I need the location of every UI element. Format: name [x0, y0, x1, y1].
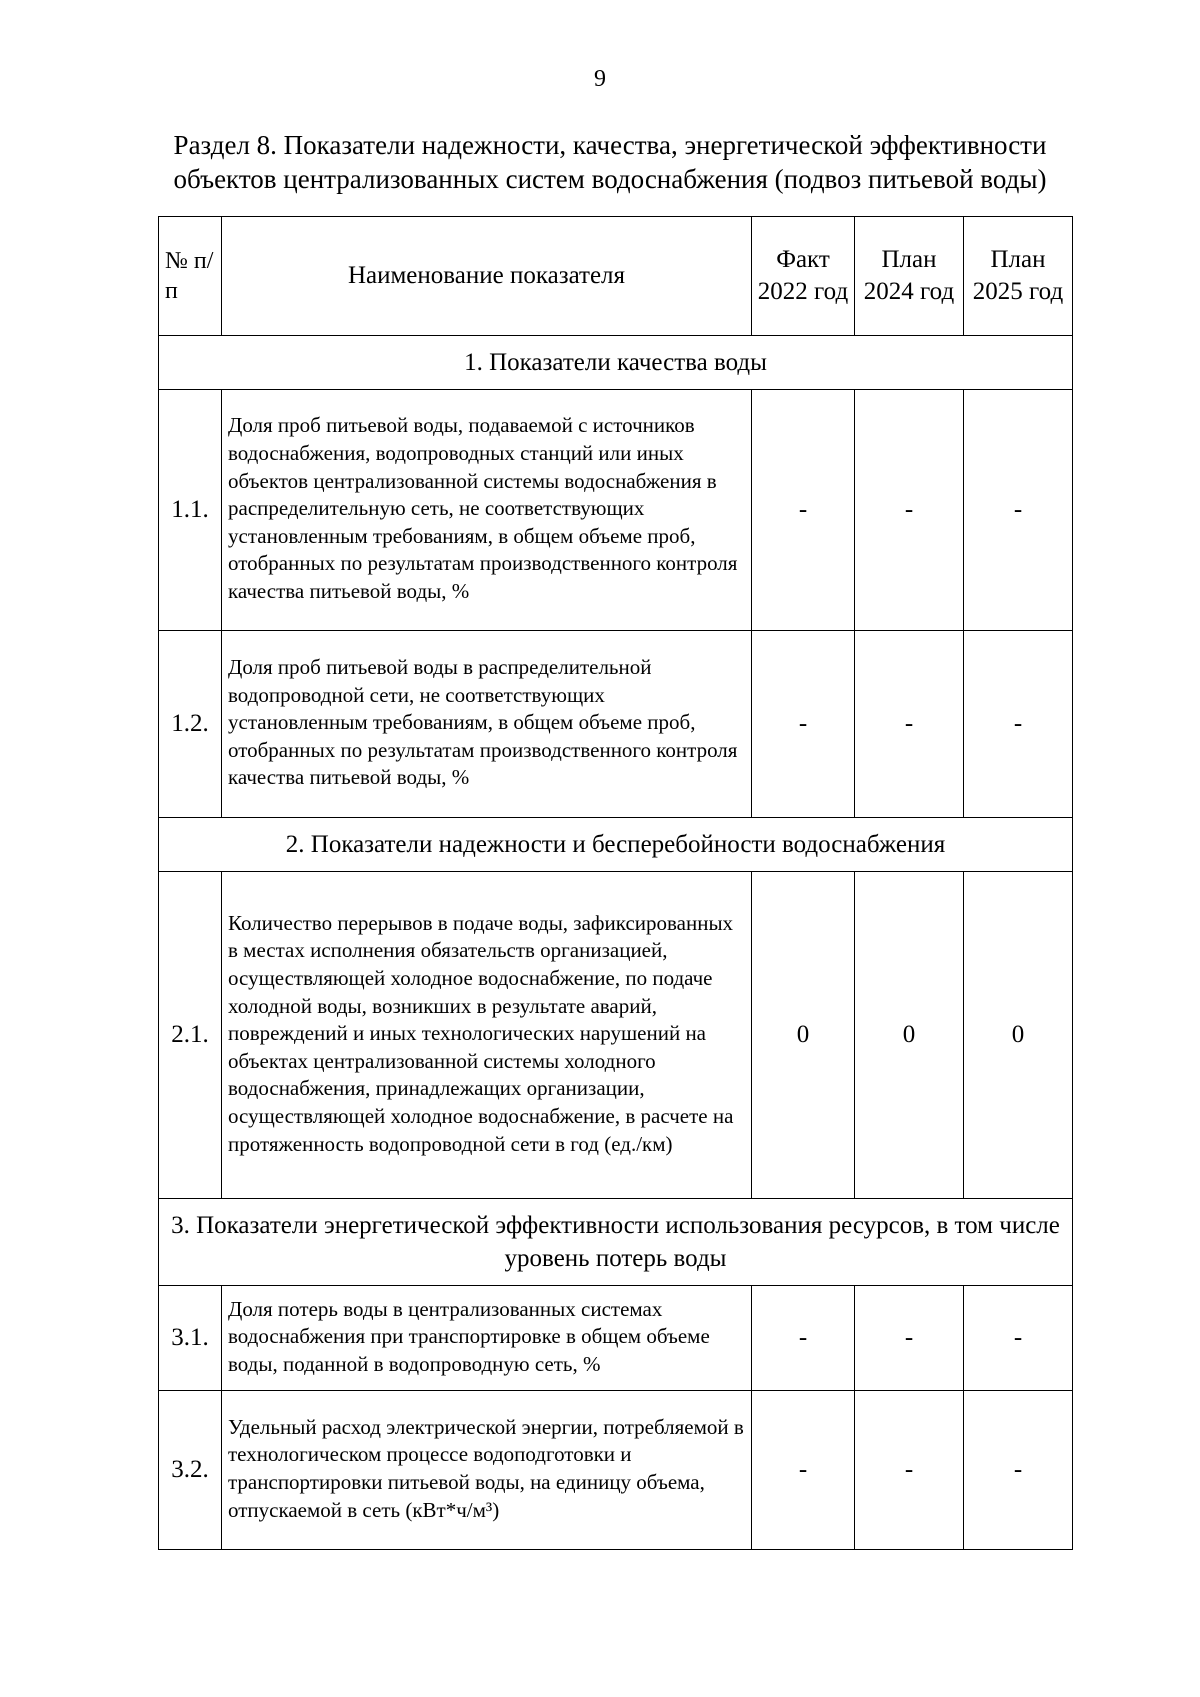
table-row: [159, 390, 1073, 631]
section-title: Раздел 8. Показатели надежности, качества, энергетической эффективности объектов централизованных систем водоснабжения (подвоз питьевой воды): [173, 130, 1047, 194]
row-plan2024-value: 0: [855, 872, 964, 1199]
row-fact-value: 0: [752, 872, 855, 1199]
table-row: [159, 631, 1073, 818]
section-row: [159, 336, 1073, 390]
header-fact-2022: Факт 2022 год: [752, 217, 855, 336]
row-plan2024-value: -: [855, 390, 964, 631]
section-row: [159, 818, 1073, 872]
row-name: Доля проб питьевой воды, подаваемой с источников водоснабжения, водопроводных станций или иных объектов централизованной системы водоснабжения в распределительную сеть, не соответствующих установленным требованиям, в общем объеме проб, отобранных по результатам производственного контроля качества питьевой воды, %: [222, 390, 752, 631]
row-num: 2.1.: [159, 872, 222, 1199]
row-fact-value: -: [752, 1391, 855, 1550]
row-plan2024-value: -: [855, 631, 964, 818]
row-plan2025-value: -: [964, 631, 1073, 818]
header-name: Наименование показателя: [222, 217, 752, 336]
row-num: 1.1.: [159, 390, 222, 631]
row-fact-value: -: [752, 390, 855, 631]
header-plan-2024: План 2024 год: [855, 217, 964, 336]
row-num: 3.1.: [159, 1286, 222, 1391]
row-plan2025-value: -: [964, 1391, 1073, 1550]
header-plan-2025: План 2025 год: [964, 217, 1073, 336]
row-name: Количество перерывов в подаче воды, зафиксированных в местах исполнения обязательств организацией, осуществляющей холодное водоснабжение, по подаче холодной воды, возникших в результате аварий, повреждений и иных технологических нарушений на объектах централизованной системы холодного водоснабжения, принадлежащих организации, осуществляющей холодное водоснабжение, в расчете на протяженность водопроводной сети в год (ед./км): [222, 872, 752, 1199]
row-name: Доля проб питьевой воды в распределительной водопроводной сети, не соответствующих установленным требованиям, в общем объеме проб, отобранных по результатам производственного контроля качества питьевой воды, %: [222, 631, 752, 818]
section-title-2: 2. Показатели надежности и бесперебойности водоснабжения: [159, 818, 1073, 872]
table-row: [159, 1286, 1073, 1391]
table-row: [159, 872, 1073, 1199]
table-row: [159, 1391, 1073, 1550]
row-fact-value: -: [752, 631, 855, 818]
row-plan2024-value: -: [855, 1391, 964, 1550]
indicators-table: [158, 216, 1073, 1550]
section-title-1: 1. Показатели качества воды: [159, 336, 1073, 390]
row-plan2025-value: -: [964, 390, 1073, 631]
row-plan2025-value: -: [964, 1286, 1073, 1391]
row-fact-value: -: [752, 1286, 855, 1391]
table-header-row: [159, 217, 1073, 336]
row-num: 3.2.: [159, 1391, 222, 1550]
section-row: [159, 1199, 1073, 1286]
row-name: Удельный расход электрической энергии, потребляемой в технологическом процессе водоподготовки и транспортировки питьевой воды, на единицу объема, отпускаемой в сеть (кВт*ч/м³): [222, 1391, 752, 1550]
row-num: 1.2.: [159, 631, 222, 818]
row-name: Доля потерь воды в централизованных системах водоснабжения при транспортировке в общем объеме воды, поданной в водопроводную сеть, %: [222, 1286, 752, 1391]
row-plan2025-value: 0: [964, 872, 1073, 1199]
page-number: 9: [594, 66, 606, 92]
row-plan2024-value: -: [855, 1286, 964, 1391]
section-title-3: 3. Показатели энергетической эффективности использования ресурсов, в том числе уровень потерь воды: [159, 1199, 1073, 1286]
header-num: № п/п: [159, 217, 222, 336]
